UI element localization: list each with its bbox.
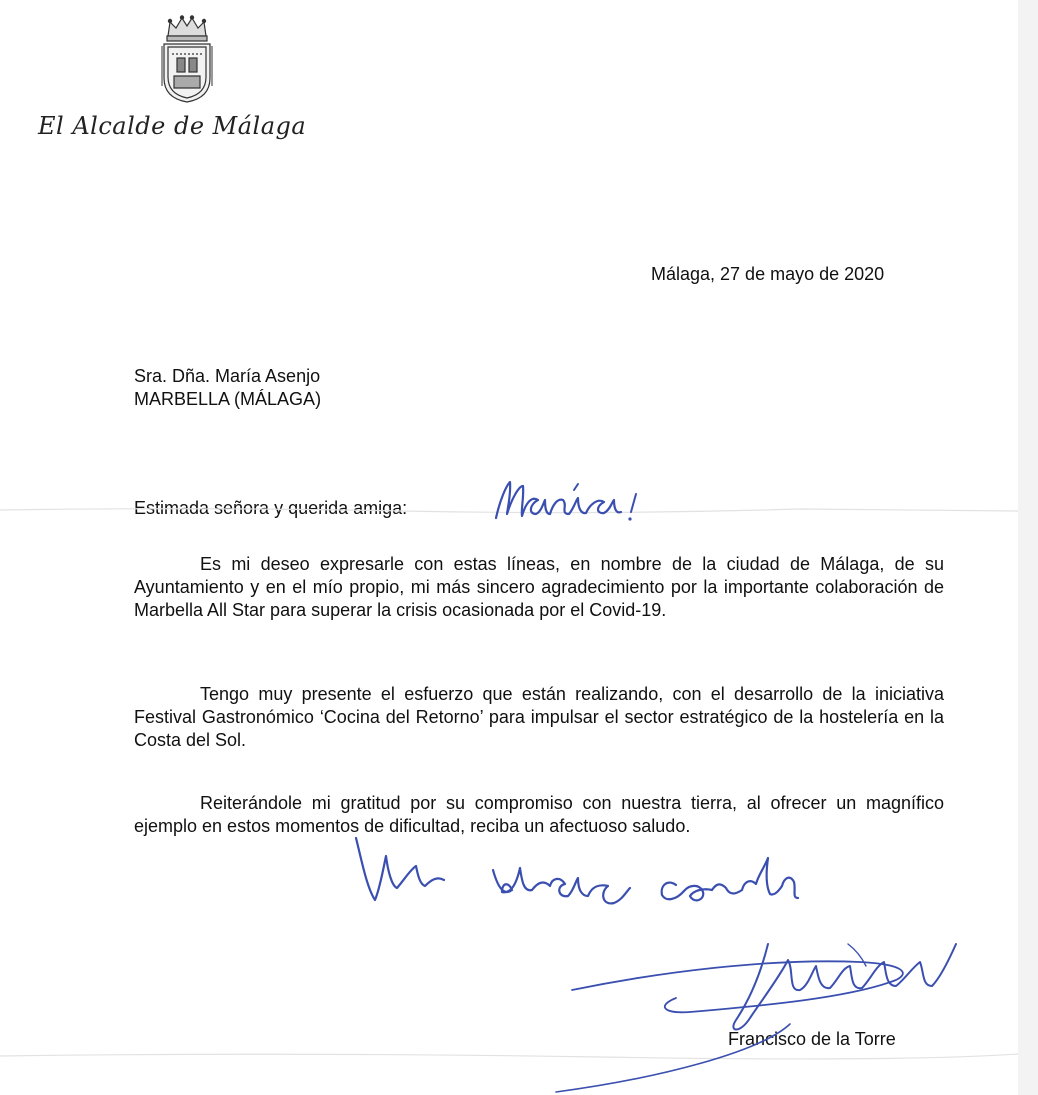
letter-date: Málaga, 27 de mayo de 2020 xyxy=(651,264,885,284)
signature-flourish xyxy=(556,944,956,1092)
letterhead-title: El Alcalde de Málaga xyxy=(38,112,307,140)
signatory-name: Francisco de la Torre xyxy=(728,1029,896,1049)
paragraph-festival: Tengo muy presente el esfuerzo que están realizando, con el desarrollo de la iniciativa Festival Gastronómico ‘Cocina del Retorno’ para impulsar el sector estratégico de la hostelería en la Costa del Sol. xyxy=(134,684,944,750)
handwritten-closing xyxy=(356,838,798,903)
recipient-location: MARBELLA (MÁLAGA) xyxy=(134,389,322,409)
salutation: Estimada señora y querida amiga: xyxy=(134,498,408,518)
recipient-name: Sra. Dña. María Asenjo xyxy=(134,366,321,386)
coat-of-arms-icon xyxy=(158,14,216,104)
paragraph-gratitude: Es mi deseo expresarle con estas líneas, en nombre de la ciudad de Málaga, de su Ayuntamiento y en el mío propio, mi más sincero agradecimiento por la importante colaboración de Marbella All Star para superar la crisis ocasionada por el Covid-19. xyxy=(134,554,944,620)
handwritten-greeting xyxy=(496,482,636,521)
paragraph-closing: Reiterándole mi gratitud por su compromiso con nuestra tierra, al ofrecer un magnífico ejemplo en estos momentos de dificultad, reciba un afectuoso saludo. xyxy=(134,793,944,836)
